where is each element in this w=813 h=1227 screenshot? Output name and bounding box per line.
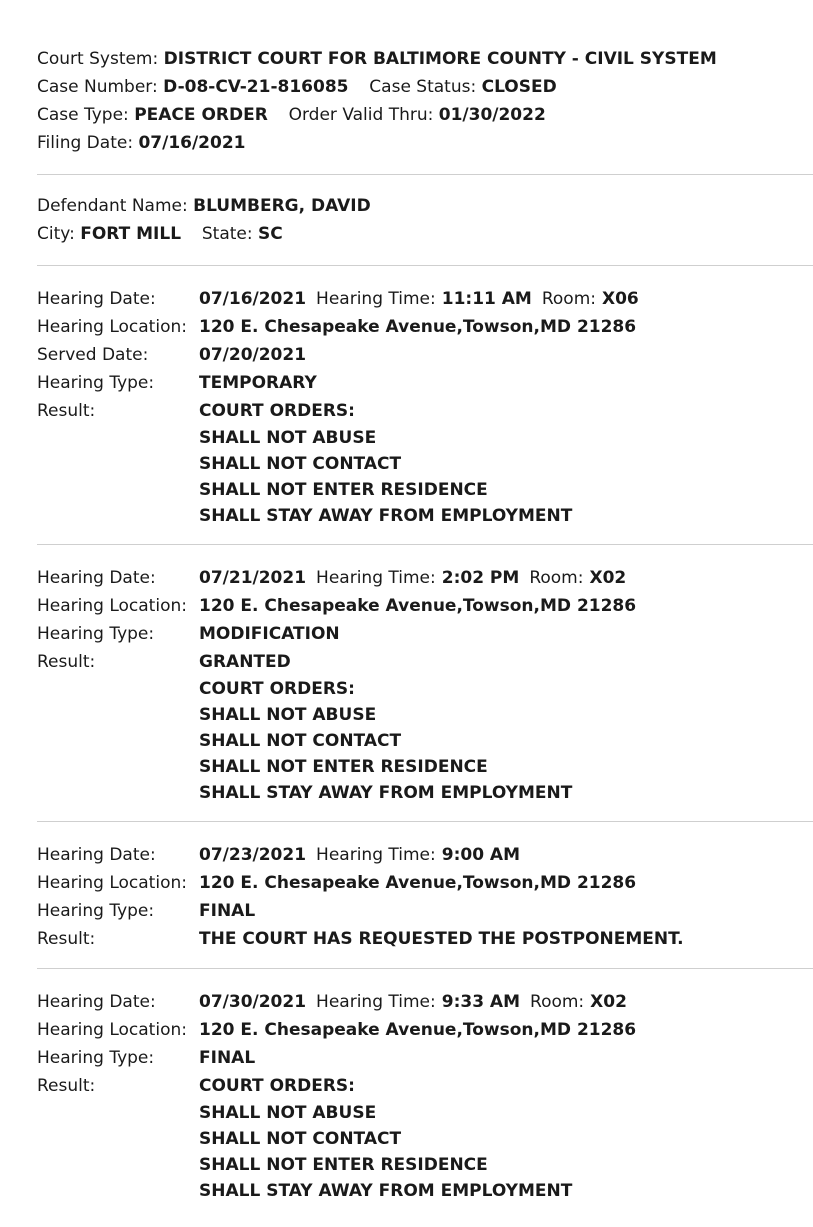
defendant-name-label: Defendant Name: — [37, 196, 188, 216]
city-value: FORT MILL — [80, 224, 182, 244]
result-line: SHALL NOT CONTACT — [199, 731, 402, 751]
case-status-value: CLOSED — [481, 77, 557, 97]
result-row — [37, 925, 813, 953]
hearing-type-row — [37, 369, 813, 397]
result-values — [199, 925, 684, 953]
filing-date-line — [37, 129, 813, 157]
case-detail-page — [37, 45, 813, 1219]
hearing-date-value: 07/16/2021 — [199, 289, 307, 309]
case-information-section — [37, 45, 813, 174]
hearing-location-value: 120 E. Chesapeake Avenue,Towson,MD 21286 — [199, 596, 637, 616]
hearing-time-label: Hearing Time: — [316, 289, 436, 309]
state-value: SC — [258, 224, 283, 244]
result-line: SHALL NOT ABUSE — [199, 705, 377, 725]
hearing-date-label: Hearing Date: — [37, 845, 156, 865]
room-label: Room: — [541, 289, 596, 309]
result-values — [199, 648, 572, 806]
result-line: SHALL STAY AWAY FROM EMPLOYMENT — [199, 506, 573, 526]
hearing-date-row — [37, 564, 813, 592]
case-type-value: PEACE ORDER — [134, 105, 268, 125]
hearing-type-row — [37, 1044, 813, 1072]
hearing-block — [37, 822, 813, 968]
room-label: Room: — [529, 568, 584, 588]
result-line: GRANTED — [199, 652, 291, 672]
hearing-type-label: Hearing Type: — [37, 901, 155, 921]
hearing-location-row — [37, 869, 813, 897]
filing-date-label: Filing Date: — [37, 133, 134, 153]
hearing-time-label: Hearing Time: — [316, 845, 436, 865]
hearing-date-label: Hearing Date: — [37, 289, 156, 309]
hearing-type-label: Hearing Type: — [37, 1048, 155, 1068]
room-value: X02 — [590, 992, 627, 1012]
hearing-type-row — [37, 620, 813, 648]
hearing-time-label: Hearing Time: — [316, 992, 436, 1012]
hearing-location-row — [37, 592, 813, 620]
defendant-section — [37, 175, 813, 265]
hearing-date-row — [37, 841, 813, 869]
served-date-row — [37, 341, 813, 369]
hearing-type-value: FINAL — [199, 901, 256, 921]
hearing-time-value: 11:11 AM — [441, 289, 532, 309]
hearing-time-label: Hearing Time: — [316, 568, 436, 588]
hearing-date-row — [37, 285, 813, 313]
hearing-location-label: Hearing Location: — [37, 317, 187, 337]
room-label: Room: — [530, 992, 585, 1012]
hearing-location-label: Hearing Location: — [37, 873, 187, 893]
result-row — [37, 397, 813, 529]
result-line: SHALL NOT ENTER RESIDENCE — [199, 480, 488, 500]
hearing-date-value: 07/21/2021 — [199, 568, 307, 588]
hearing-type-label: Hearing Type: — [37, 373, 155, 393]
result-line: COURT ORDERS: — [199, 1076, 355, 1096]
hearing-time-value: 9:33 AM — [441, 992, 521, 1012]
hearing-date-row — [37, 988, 813, 1016]
defendant-name-value: BLUMBERG, DAVID — [193, 196, 371, 216]
hearing-type-value: TEMPORARY — [199, 373, 317, 393]
result-line: SHALL NOT ABUSE — [199, 1103, 377, 1123]
result-line: SHALL NOT CONTACT — [199, 1129, 402, 1149]
hearing-date-value: 07/23/2021 — [199, 845, 307, 865]
hearing-block — [37, 969, 813, 1219]
hearing-type-row — [37, 897, 813, 925]
defendant-location-line — [37, 220, 813, 248]
hearing-time-value: 9:00 AM — [441, 845, 521, 865]
result-values — [199, 1072, 572, 1204]
hearing-location-value: 120 E. Chesapeake Avenue,Towson,MD 21286 — [199, 317, 637, 337]
result-line: COURT ORDERS: — [199, 679, 355, 699]
order-valid-value: 01/30/2022 — [438, 105, 546, 125]
result-line: THE COURT HAS REQUESTED THE POSTPONEMENT. — [199, 929, 684, 949]
hearing-date-label: Hearing Date: — [37, 568, 156, 588]
room-value: X06 — [601, 289, 639, 309]
result-line: SHALL STAY AWAY FROM EMPLOYMENT — [199, 1181, 573, 1201]
result-values — [199, 397, 572, 529]
result-row — [37, 1072, 813, 1204]
court-system-line — [37, 45, 813, 73]
result-line: SHALL NOT CONTACT — [199, 454, 402, 474]
case-number-value: D-08-CV-21-816085 — [163, 77, 349, 97]
defendant-name-line — [37, 192, 813, 220]
result-line: SHALL NOT ENTER RESIDENCE — [199, 1155, 488, 1175]
hearing-location-value: 120 E. Chesapeake Avenue,Towson,MD 21286 — [199, 873, 637, 893]
hearing-type-value: MODIFICATION — [199, 624, 340, 644]
hearing-date-value: 07/30/2021 — [199, 992, 307, 1012]
case-number-line — [37, 73, 813, 101]
hearing-type-value: FINAL — [199, 1048, 256, 1068]
hearing-location-label: Hearing Location: — [37, 596, 187, 616]
court-system-label: Court System: — [37, 49, 159, 69]
hearing-time-value: 2:02 PM — [441, 568, 520, 588]
state-label: State: — [201, 224, 253, 244]
result-line: SHALL NOT ENTER RESIDENCE — [199, 757, 488, 777]
hearing-location-label: Hearing Location: — [37, 1020, 187, 1040]
result-label: Result: — [37, 929, 96, 949]
result-label: Result: — [37, 401, 96, 421]
result-line: COURT ORDERS: — [199, 401, 355, 421]
case-number-label: Case Number: — [37, 77, 158, 97]
hearing-block — [37, 266, 813, 544]
room-value: X02 — [589, 568, 627, 588]
result-line: SHALL STAY AWAY FROM EMPLOYMENT — [199, 783, 573, 803]
served-date-label: Served Date: — [37, 345, 149, 365]
case-type-label: Case Type: — [37, 105, 129, 125]
order-valid-label: Order Valid Thru: — [288, 105, 434, 125]
hearing-block — [37, 545, 813, 821]
case-type-line — [37, 101, 813, 129]
result-label: Result: — [37, 652, 96, 672]
filing-date-value: 07/16/2021 — [138, 133, 246, 153]
result-row — [37, 648, 813, 806]
court-system-value: DISTRICT COURT FOR BALTIMORE COUNTY - CIVIL SYSTEM — [163, 49, 717, 69]
city-label: City: — [37, 224, 75, 244]
hearing-location-row — [37, 1016, 813, 1044]
result-line: SHALL NOT ABUSE — [199, 428, 377, 448]
hearing-location-value: 120 E. Chesapeake Avenue,Towson,MD 21286 — [199, 1020, 637, 1040]
hearing-location-row — [37, 313, 813, 341]
case-status-label: Case Status: — [369, 77, 477, 97]
served-date-value: 07/20/2021 — [199, 345, 307, 365]
result-label: Result: — [37, 1076, 96, 1096]
hearing-date-label: Hearing Date: — [37, 992, 156, 1012]
hearing-type-label: Hearing Type: — [37, 624, 155, 644]
